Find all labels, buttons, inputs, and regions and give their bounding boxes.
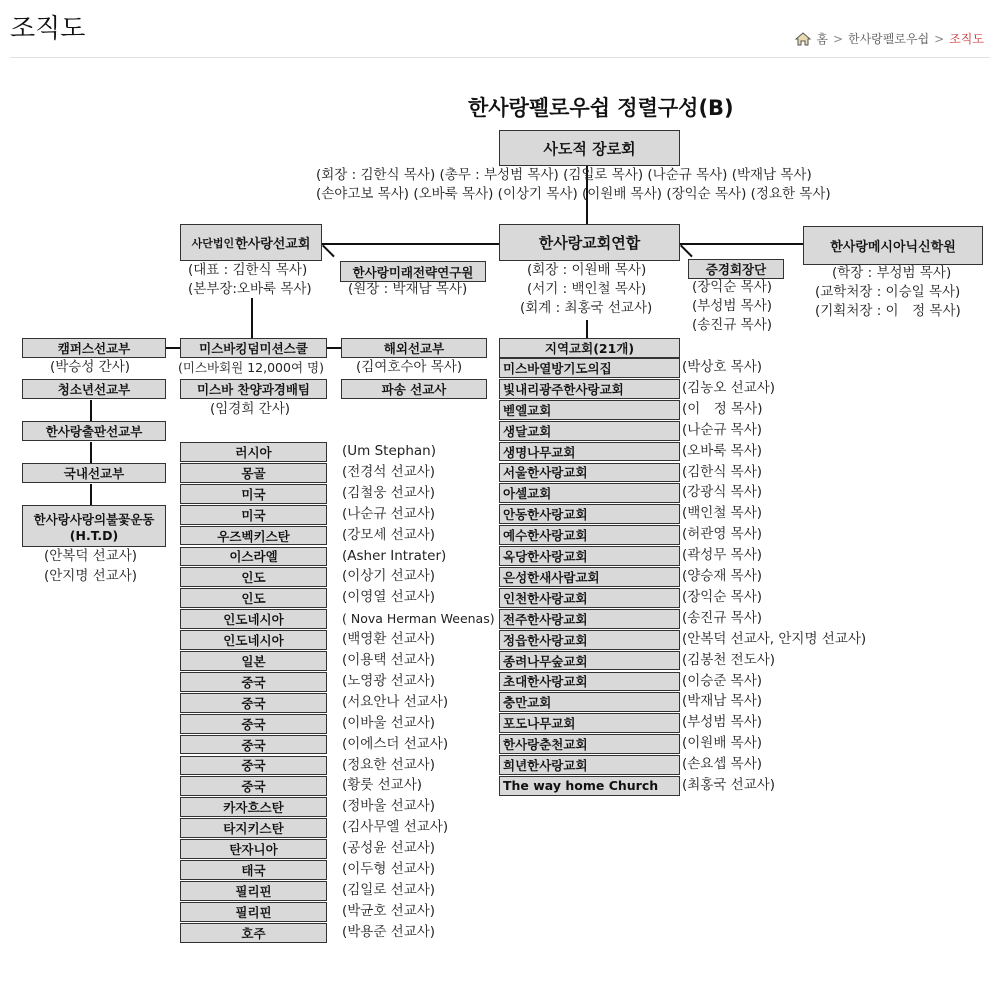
future-institute-box: 한사랑미래전략연구원	[340, 261, 486, 282]
missionary-country-box: 중국	[180, 756, 327, 776]
missionary-name: (정요한 선교사)	[342, 756, 436, 773]
church-pastor: (양승재 목사)	[682, 568, 763, 584]
htd-box	[22, 505, 166, 547]
church-pastor: (송진규 목사)	[682, 609, 763, 626]
connector-line	[586, 320, 588, 338]
connector-line	[680, 245, 693, 258]
campus-mission-box: 캠퍼스선교부	[22, 338, 166, 358]
missionary-name: (Asher Intrater)	[342, 547, 447, 564]
missionary-name: (서요안나 선교사)	[342, 693, 449, 710]
missionary-name: (이영열 선교사)	[342, 589, 436, 606]
church-pastor: (장익순 목사)	[682, 588, 763, 605]
missionary-name: (이상기 선교사)	[342, 568, 436, 585]
church-pastor: (박재남 목사)	[682, 693, 763, 710]
church-box: 생명나무교회	[499, 442, 680, 462]
youth-mission-box: 청소년선교부	[22, 379, 166, 399]
messianic-seminary-info: (교학처장 : 이승일 목사)	[815, 284, 961, 300]
church-box: The way home Church	[499, 776, 680, 796]
church-pastor: (오바룩 목사)	[682, 442, 763, 459]
apostolic-council-box: 사도적 장로회	[499, 130, 680, 166]
misba-school-info: (미스바회원 12,000여 명)	[178, 360, 324, 375]
messianic-seminary-box: 한사랑메시아닉신학원	[803, 226, 983, 265]
missionary-country-box: 몽골	[180, 463, 327, 483]
messianic-seminary-info: (기획처장 : 이 정 목사)	[815, 303, 961, 319]
missionary-country-box: 중국	[180, 714, 327, 734]
church-pastor: (강광식 목사)	[682, 484, 763, 501]
church-box: 은성한새사람교회	[499, 567, 680, 587]
mission-corp-info: (대표 : 김한식 목사)	[188, 262, 308, 278]
htd-member: (안복덕 선교사)	[44, 548, 138, 564]
church-pastor: (이원배 목사)	[682, 735, 763, 752]
missionary-country-box: 미국	[180, 484, 327, 504]
connector-line	[322, 245, 335, 258]
church-box: 전주한사랑교회	[499, 609, 680, 629]
connector-line	[90, 442, 92, 464]
apostolic-council-members: (손야고보 목사) (오바룩 목사) (이상기 목사) (이원배 목사) (장익순 목사) (정요한 목사)	[316, 186, 831, 202]
missionary-name: (김사무엘 선교사)	[342, 819, 449, 836]
mission-corp-info: (본부장:오바룩 목사)	[188, 281, 312, 297]
missionary-country-box: 인도	[180, 588, 327, 608]
missionary-country-box: 러시아	[180, 442, 327, 462]
breadcrumb-home-link[interactable]: 홈	[816, 32, 828, 46]
church-pastor: (안복덕 선교사, 안지명 선교사)	[682, 630, 867, 647]
witness-group-member: (송진규 목사)	[692, 317, 773, 333]
missionary-country-box: 인도네시아	[180, 609, 327, 629]
chevron-right-icon: >	[934, 31, 945, 46]
church-box: 아셀교회	[499, 483, 680, 503]
missionary-name: (공성윤 선교사)	[342, 840, 436, 857]
church-box: 한사랑춘천교회	[499, 734, 680, 754]
messianic-seminary-info: (학장 : 부성범 목사)	[832, 265, 952, 281]
chart-title: 한사랑펠로우쉽 정렬구성(B)	[468, 96, 734, 120]
missionary-name: (황룻 선교사)	[342, 777, 423, 794]
missionary-name: (이용택 선교사)	[342, 652, 436, 668]
chevron-right-icon: >	[832, 31, 843, 46]
htd-abbr: (H.T.D)	[69, 527, 119, 543]
overseas-mission-box: 해외선교부	[341, 338, 487, 358]
misba-worship-box: 미스바 찬양과경배팀	[180, 379, 327, 399]
mission-corp-box	[180, 224, 322, 261]
church-box: 옥당한사랑교회	[499, 546, 680, 566]
mission-corp-name: 한사랑선교회	[235, 237, 311, 252]
dispatch-missionary-box: 파송 선교사	[341, 379, 487, 399]
church-box: 종려나무숲교회	[499, 651, 680, 671]
church-box: 정읍한사랑교회	[499, 630, 680, 650]
church-pastor: (손요셉 목사)	[682, 756, 763, 773]
breadcrumb-current: 조직도	[949, 32, 984, 46]
local-churches-header: 지역교회(21개)	[499, 338, 680, 358]
church-union-info: (회계 : 최홍국 선교사)	[520, 300, 653, 316]
missionary-name: (김철웅 선교사)	[342, 484, 436, 501]
missionary-name: (박균호 선교사)	[342, 902, 436, 919]
connector-line	[680, 243, 804, 245]
church-box: 희년한사랑교회	[499, 755, 680, 775]
connector-line	[251, 298, 253, 340]
future-institute-info: (원장 : 박재남 목사)	[348, 281, 468, 297]
connector-line	[322, 243, 500, 245]
church-pastor: (김농오 선교사)	[682, 379, 776, 396]
church-pastor: (곽성무 목사)	[682, 547, 763, 564]
church-box: 포도나무교회	[499, 713, 680, 733]
missionary-name: (이두형 선교사)	[342, 861, 436, 877]
church-box: 예수한사랑교회	[499, 525, 680, 545]
missionary-country-box: 일본	[180, 651, 327, 671]
missionary-country-box: 카자흐스탄	[180, 797, 327, 817]
connector-line	[166, 347, 180, 349]
church-union-info: (회장 : 이원배 목사)	[527, 262, 647, 278]
witness-group-member: (장익순 목사)	[692, 279, 773, 295]
missionary-country-box: 인도	[180, 567, 327, 587]
church-pastor: (김봉천 전도사)	[682, 651, 776, 668]
missionary-name: (이바울 선교사)	[342, 714, 436, 731]
missionary-country-box: 탄자니아	[180, 839, 327, 859]
htd-member: (안지명 선교사)	[44, 568, 138, 584]
missionary-country-box: 우즈벡키스탄	[180, 526, 327, 546]
missionary-name: (나순규 선교사)	[342, 505, 436, 522]
church-pastor: (김한식 목사)	[682, 463, 763, 480]
witness-group-box: 증경회장단	[688, 259, 784, 279]
apostolic-council-members: (회장 : 김한식 목사) (총무 : 부성범 목사) (김일로 목사) (나순규 목사) (박재남 목사)	[316, 167, 812, 183]
missionary-country-box: 이스라엘	[180, 547, 327, 567]
church-pastor: (박상호 목사)	[682, 359, 763, 375]
church-pastor: (백인철 목사)	[682, 505, 763, 522]
church-pastor: (허관영 목사)	[682, 526, 763, 543]
breadcrumb-section-link[interactable]: 한사랑펠로우쉽	[848, 32, 930, 46]
missionary-country-box: 중국	[180, 672, 327, 692]
church-box: 벧엘교회	[499, 400, 680, 420]
church-pastor: (최홍국 선교사)	[682, 777, 776, 793]
publishing-mission-box: 한사랑출판선교부	[22, 421, 166, 441]
church-union-box: 한사랑교회연합	[499, 224, 680, 261]
missionary-name: (Um Stephan)	[342, 443, 436, 459]
missionary-name: (정바울 선교사)	[342, 798, 436, 815]
missionary-name: (강모세 선교사)	[342, 526, 436, 543]
church-box: 생달교회	[499, 421, 680, 441]
missionary-name: (노영광 선교사)	[342, 672, 436, 689]
church-box: 초대한사랑교회	[499, 672, 680, 692]
church-box: 안동한사랑교회	[499, 504, 680, 524]
missionary-country-box: 타지키스탄	[180, 818, 327, 838]
connector-line	[90, 484, 92, 506]
mission-corp-prefix: 사단법인	[191, 236, 235, 250]
connector-line	[327, 347, 341, 349]
missionary-name: (김일로 선교사)	[342, 881, 436, 898]
connector-line	[90, 400, 92, 422]
missionary-country-box: 중국	[180, 735, 327, 755]
missionary-name: (전경석 선교사)	[342, 463, 436, 480]
missionary-country-box: 중국	[180, 693, 327, 713]
page-title: 조직도	[10, 14, 86, 44]
church-pastor: (나순규 목사)	[682, 421, 763, 438]
missionary-country-box: 중국	[180, 776, 327, 796]
missionary-country-box: 필리핀	[180, 902, 327, 922]
missionary-name: (백영환 선교사)	[342, 631, 436, 648]
misba-worship-info: (임경희 간사)	[210, 401, 291, 417]
church-pastor: (이승준 목사)	[682, 672, 763, 689]
missionary-country-box: 필리핀	[180, 881, 327, 901]
overseas-mission-info: (김여호수아 목사)	[356, 359, 463, 375]
missionary-name: (이에스더 선교사)	[342, 735, 449, 752]
missionary-country-box: 인도네시아	[180, 630, 327, 650]
missionary-name: (박용준 선교사)	[342, 923, 436, 940]
misba-school-box: 미스바킹덤미션스쿨	[180, 338, 327, 358]
missionary-name: ( Nova Herman Weenas)	[342, 611, 495, 627]
domestic-mission-box: 국내선교부	[22, 463, 166, 483]
htd-name: 한사랑사랑의불꽃운동	[33, 511, 155, 527]
missionary-country-box: 미국	[180, 505, 327, 525]
church-pastor: (부성범 목사)	[682, 714, 763, 731]
missionary-country-box: 호주	[180, 923, 327, 943]
church-box: 인천한사랑교회	[499, 588, 680, 608]
church-union-info: (서기 : 백인철 목사)	[527, 281, 647, 297]
missionary-country-box: 태국	[180, 860, 327, 880]
church-box: 충만교회	[499, 692, 680, 712]
church-box: 빛내리광주한사랑교회	[499, 379, 680, 399]
church-box: 미스바열방기도의집	[499, 358, 680, 378]
witness-group-member: (부성범 목사)	[692, 298, 773, 314]
church-pastor: (이 정 목사)	[682, 400, 763, 417]
campus-mission-info: (박승성 간사)	[50, 359, 131, 375]
church-box: 서울한사랑교회	[499, 463, 680, 483]
